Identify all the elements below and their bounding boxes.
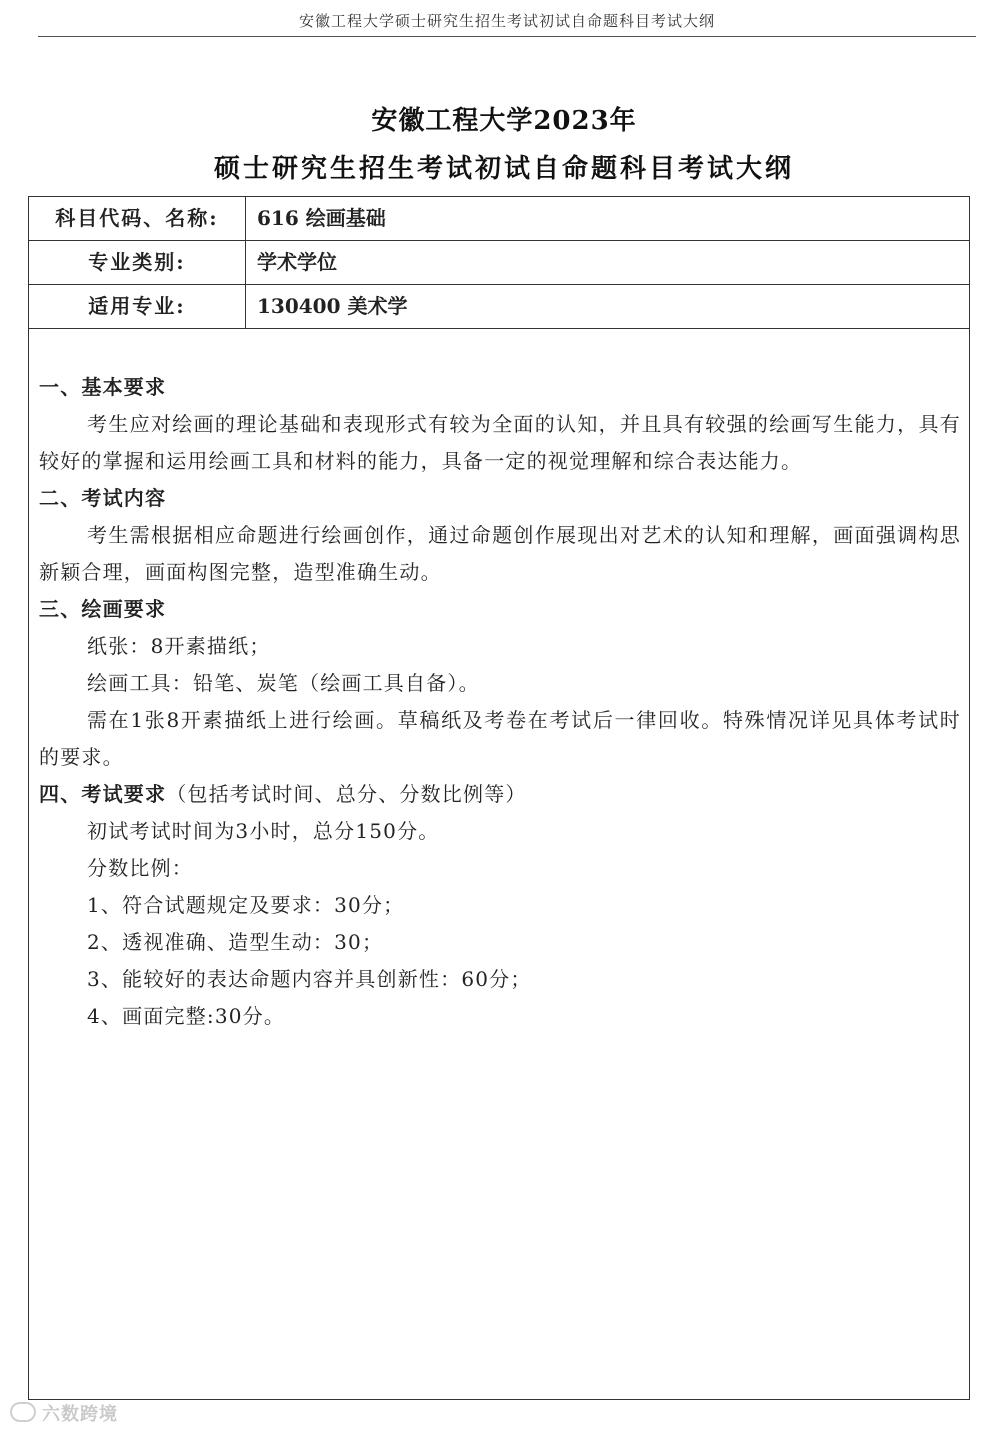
section-paragraph: 考生应对绘画的理论基础和表现形式有较为全面的认知，并且具有较强的绘画写生能力，具有较好的掌握和运用绘画工具和材料的能力，具备一定的视觉理解和综合表达能力。 — [39, 412, 961, 473]
header-rule — [38, 36, 976, 37]
section-heading-note: （包括考试时间、总分、分数比例等） — [166, 782, 527, 806]
info-value: 616 绘画基础 — [257, 206, 386, 230]
tools-requirement: 绘画工具：铅笔、炭笔（绘画工具自备）。 — [87, 671, 480, 695]
section-heading: 二、考试内容 — [39, 486, 167, 510]
watermark-text: 六数跨境 — [42, 1404, 118, 1425]
running-header: 安徽工程大学硕士研究生招生考试初试自命题科目考试大纲 — [298, 12, 715, 30]
syllabus-content — [39, 369, 961, 1035]
score-ratio-label: 分数比例： — [87, 856, 193, 880]
score-item: 3、能较好的表达命题内容并具创新性：60分； — [87, 967, 532, 991]
section-paragraph: 需在1张8开素描纸上进行绘画。草稿纸及考卷在考试后一律回收。特殊情况详见具体考试时的要求。 — [39, 708, 961, 769]
section-heading-with-note — [39, 776, 961, 813]
info-value: 学术学位 — [257, 250, 337, 274]
info-label: 科目代码、名称: — [29, 197, 246, 240]
info-row-major — [29, 285, 969, 329]
section-paragraph: 考生需根据相应命题进行绘画创作，通过命题创作展现出对艺术的认知和理解，画面强调构思新颖合理，画面构图完整，造型准确生动。 — [39, 523, 961, 584]
section-heading: 三、绘画要求 — [39, 597, 167, 621]
info-row-category — [29, 241, 969, 285]
watermark-logo-icon — [10, 1402, 36, 1422]
document-title-line1: 安徽工程大学2023年 — [371, 106, 637, 136]
section-heading: 四、考试要求 — [39, 782, 167, 806]
info-label: 专业类别: — [29, 241, 246, 284]
info-label: 适用专业: — [29, 285, 246, 328]
score-item: 1、符合试题规定及要求：30分； — [87, 893, 405, 917]
info-row-subject — [29, 197, 969, 241]
paper-requirement: 纸张：8开素描纸； — [87, 634, 271, 658]
exam-time: 初试考试时间为3小时，总分150分。 — [87, 819, 440, 843]
watermark — [10, 1400, 118, 1426]
document-title-line2: 硕士研究生招生考试初试自命题科目考试大纲 — [213, 154, 794, 184]
section-heading: 一、基本要求 — [39, 375, 167, 399]
score-item: 2、透视准确、造型生动：30； — [87, 930, 384, 954]
syllabus-frame — [28, 196, 970, 1400]
info-value: 130400 美术学 — [257, 294, 408, 318]
score-item: 4、画面完整:30分。 — [87, 1004, 286, 1028]
